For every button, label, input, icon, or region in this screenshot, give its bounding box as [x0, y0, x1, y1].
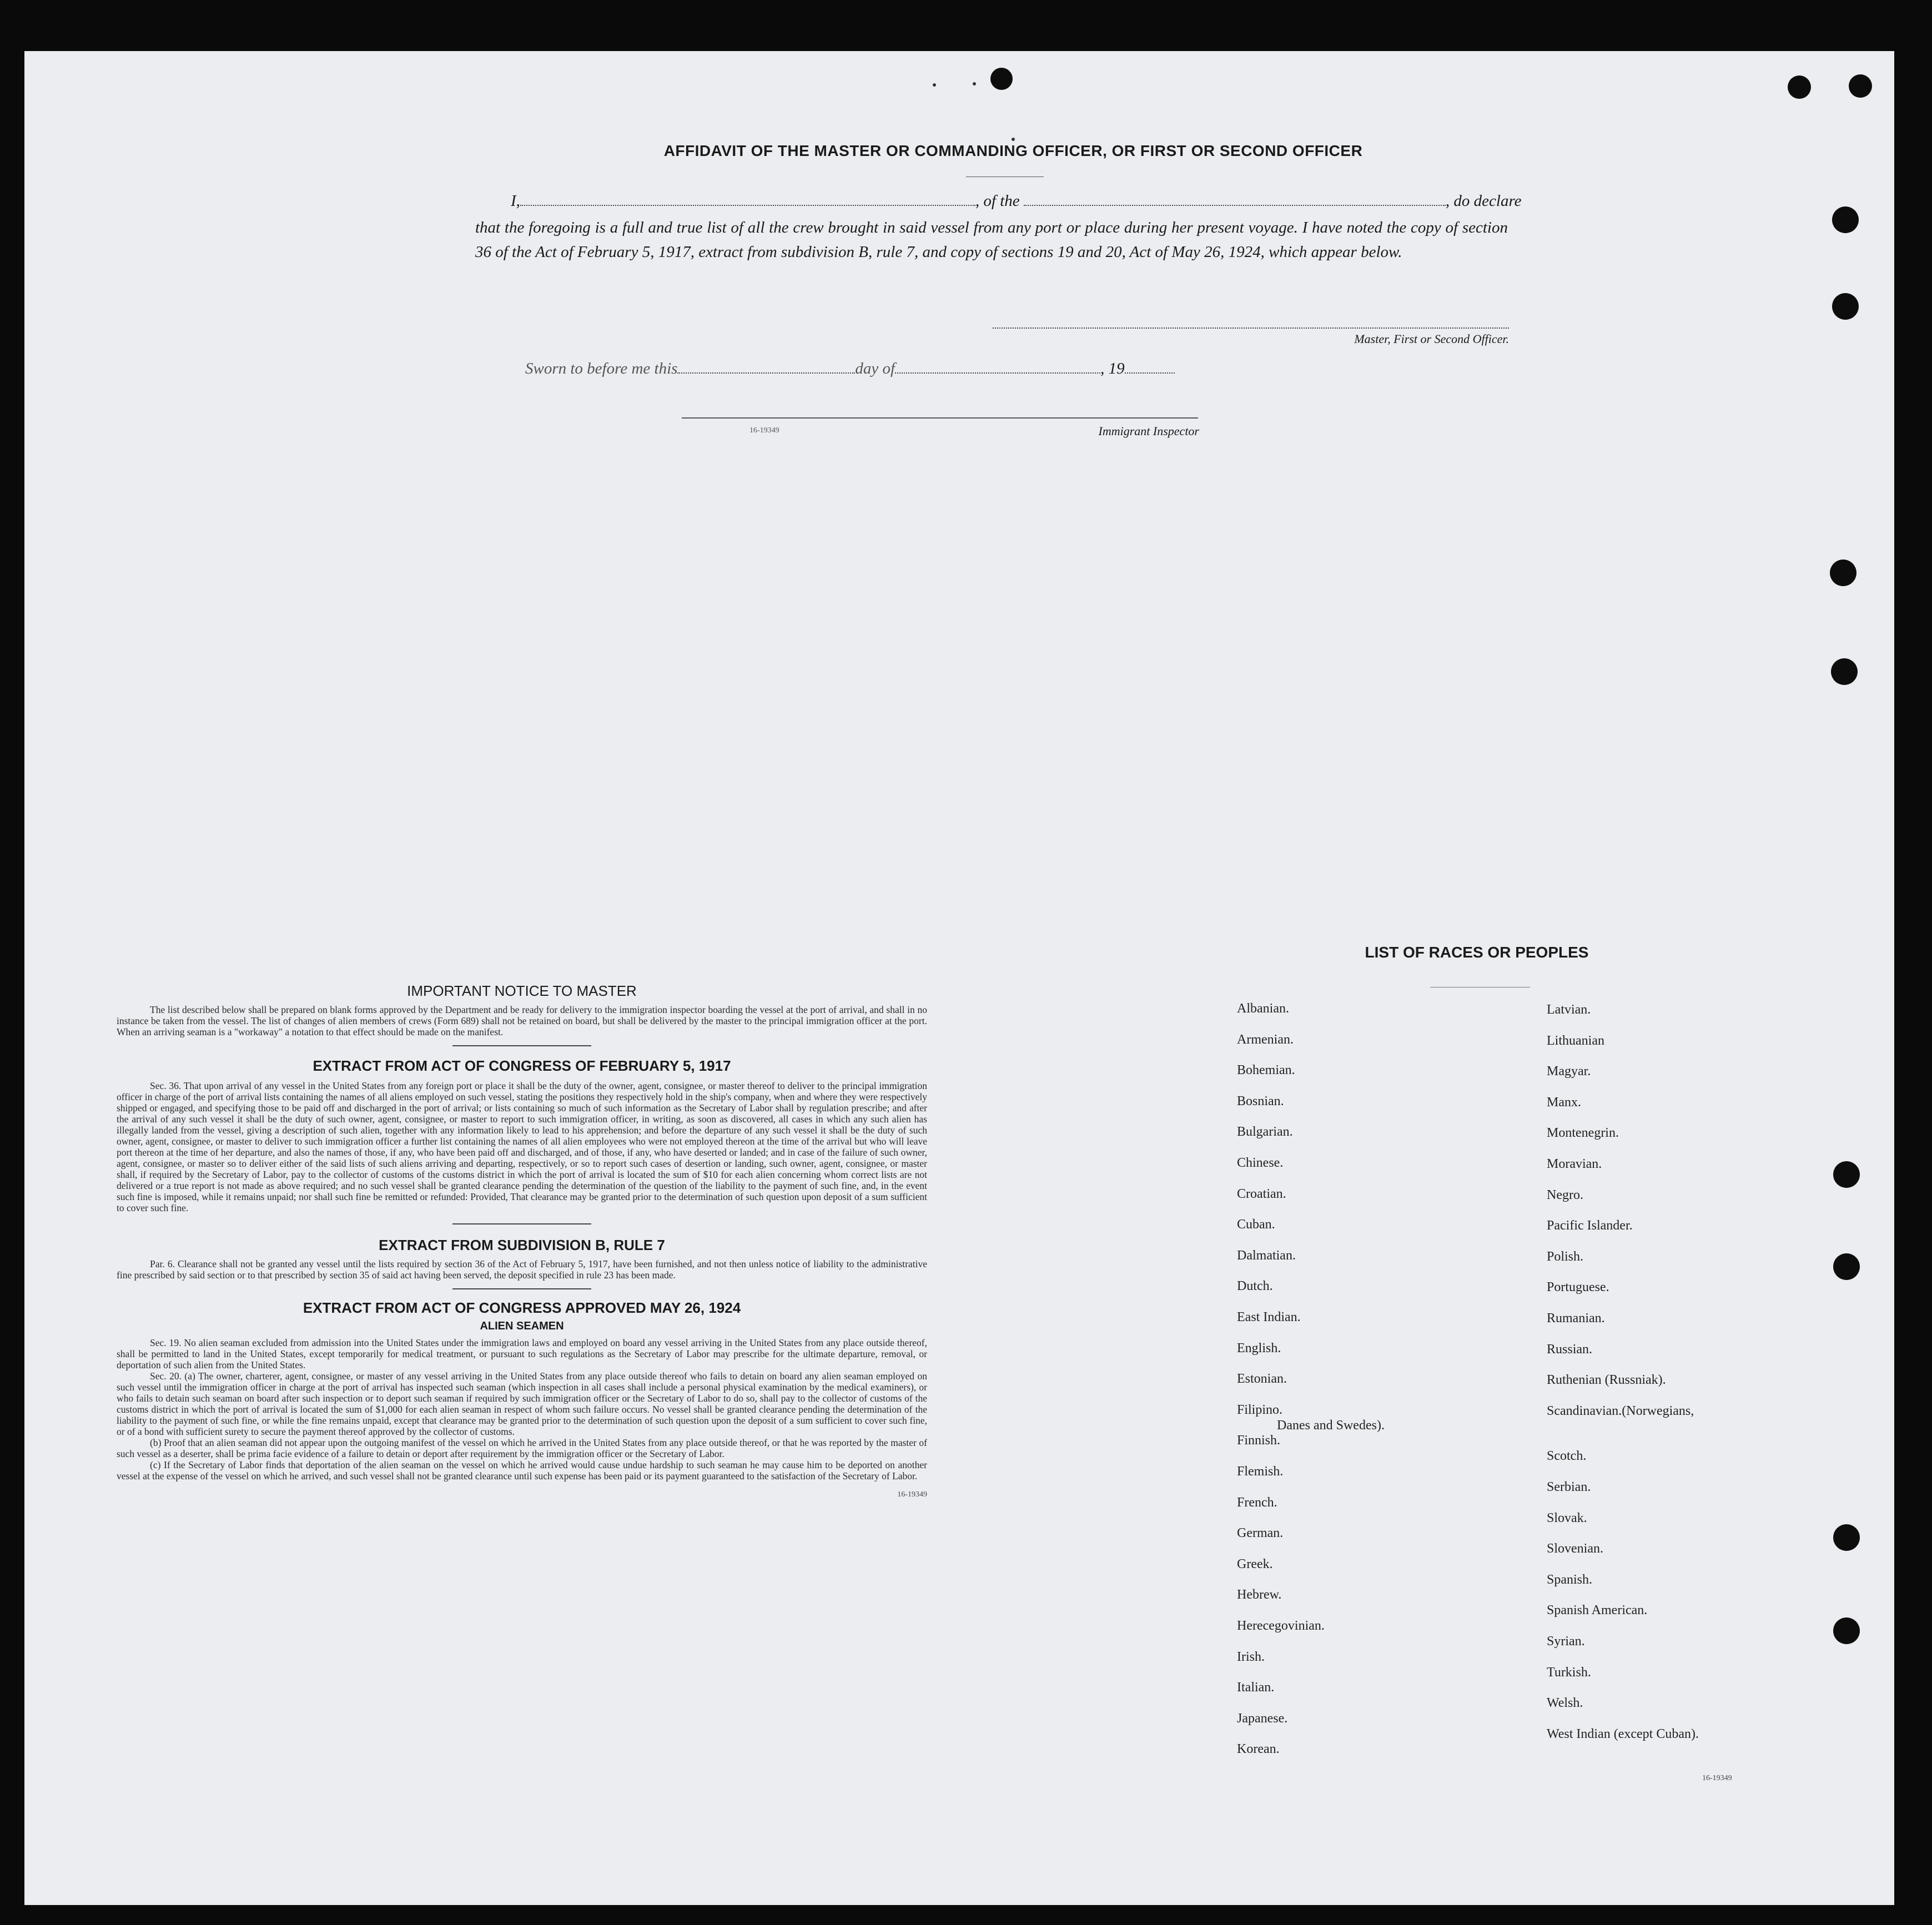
race-item: Lithuanian — [1547, 1033, 1604, 1048]
punch-hole — [1788, 75, 1811, 99]
sworn-date-field[interactable] — [677, 360, 855, 374]
race-item: Bohemian. — [1237, 1063, 1295, 1078]
sworn-day-of: day of — [855, 360, 895, 377]
affidavit-title: AFFIDAVIT OF THE MASTER OR COMMANDING OFFICER, OR FIRST OR SECOND OFFICER — [663, 142, 1363, 159]
race-item: Dalmatian. — [1237, 1248, 1296, 1263]
race-item: French. — [1237, 1495, 1277, 1510]
notice-text: The list described below shall be prepared on blank forms approved by the Department and be ready for delivery to the immigration inspector boarding the vessel at the port of arrival, and shall in no instance be taken from the vessel. The list of changes of alien members of crews (Form 689) shall not be retained on board, but shall be delivered by the master to the principal immigration officer at the port. When an arriving seaman is a "workaway" a notation to that effect should be made on the manifest. — [117, 1004, 927, 1037]
race-item: Herecegovinian. — [1237, 1619, 1325, 1633]
race-item: East Indian. — [1237, 1310, 1301, 1324]
inspector-signature-line[interactable] — [682, 417, 1198, 419]
extract-1924-sec20c: (c) If the Secretary of Labor finds that deportation of the alien seaman on the vessel on which he arrived would cause undue hardship to such seaman he may cause him to be deported on another vessel at the expense of the vessel on which he arrived, and such vessel shall not be granted clearance until such expense has been paid or its payment guaranteed to the satisfaction of the Secretary of Labor. — [117, 1459, 927, 1481]
race-item: Dutch. — [1237, 1279, 1273, 1294]
race-item: Welsh. — [1547, 1696, 1583, 1711]
divider — [452, 1223, 591, 1224]
document-page — [24, 51, 1894, 1905]
race-item: Latvian. — [1547, 1002, 1591, 1017]
race-item: Bulgarian. — [1237, 1125, 1293, 1140]
speck — [933, 83, 936, 87]
race-item: Slovenian. — [1547, 1541, 1603, 1556]
race-item: Danes and Swedes). — [1277, 1418, 1385, 1433]
punch-hole — [1832, 293, 1859, 320]
sworn-prefix: Sworn to before me this — [525, 360, 678, 377]
punch-hole — [1833, 1253, 1860, 1280]
sworn-year: , 19 — [1100, 360, 1125, 377]
race-item: Rumanian. — [1547, 1311, 1605, 1326]
race-item: Magyar. — [1547, 1064, 1591, 1079]
races-title: LIST OF RACES OR PEOPLES — [1365, 944, 1589, 961]
race-item: Greek. — [1237, 1556, 1273, 1571]
race-item: German. — [1237, 1526, 1284, 1541]
declaration-paragraph: that the foregoing is a full and true list of all the crew brought in said vessel from any port or place during her present voyage. I have noted the copy of section 36 of the Act of February 5, 1917, extract from subdivision B, rule 7, and copy of sections 19 and 20, Act of May 26, 1924, which appear below. — [475, 219, 1508, 261]
race-item: Polish. — [1547, 1249, 1584, 1264]
race-item: Pacific Islander. — [1547, 1218, 1633, 1233]
race-item: Estonian. — [1237, 1372, 1287, 1387]
punch-hole — [990, 68, 1013, 90]
form-number: 16-19349 — [897, 1490, 927, 1499]
race-item: Montenegrin. — [1547, 1126, 1619, 1141]
sworn-year-field[interactable] — [1125, 360, 1175, 374]
master-signature-line[interactable] — [993, 327, 1509, 330]
race-item: Russian. — [1547, 1342, 1593, 1357]
race-item: Italian. — [1237, 1680, 1275, 1695]
race-item: Bosnian. — [1237, 1093, 1284, 1108]
form-number: 16-19349 — [749, 426, 779, 435]
race-item: Serbian. — [1547, 1480, 1591, 1494]
punch-hole — [1833, 1524, 1860, 1551]
race-item: Ruthenian (Russniak). — [1547, 1373, 1666, 1388]
divider — [452, 1288, 591, 1289]
punch-hole — [1832, 206, 1859, 233]
race-item: Filipino. — [1237, 1402, 1283, 1417]
punch-hole — [1831, 658, 1858, 685]
extract-1924-sec19: Sec. 19. No alien seaman excluded from admission into the United States under the immigration laws and employed on board any vessel arriving in the United States from any place outside thereof, shall be permitted to land in the United States, except temporarily for medical treatment, or pursuant to such regulations as the Secretary of Labor may prescribe for the ultimate departure, removal, or deportation of such alien from the United States. — [117, 1337, 927, 1370]
name-field[interactable] — [520, 193, 975, 206]
race-item: Moravian. — [1547, 1157, 1602, 1171]
declaration-line — [511, 192, 1522, 210]
race-item: Korean. — [1237, 1742, 1280, 1757]
race-item: Negro. — [1547, 1187, 1583, 1202]
punch-hole — [1833, 1617, 1860, 1644]
extract-1917-title: EXTRACT FROM ACT OF CONGRESS OF FEBRUARY 5, 1917 — [313, 1057, 731, 1074]
divider — [452, 1045, 591, 1046]
punch-hole — [1849, 74, 1872, 98]
race-item: Spanish American. — [1547, 1603, 1648, 1618]
race-item: Scotch. — [1547, 1449, 1587, 1464]
race-item: Spanish. — [1547, 1572, 1593, 1587]
race-item: Portuguese. — [1547, 1280, 1609, 1295]
speck — [1012, 138, 1015, 141]
vessel-field[interactable] — [1024, 193, 1446, 206]
extract-1924-subtitle: ALIEN SEAMEN — [480, 1320, 564, 1332]
sworn-month-field[interactable] — [895, 360, 1100, 374]
race-item: Slovak. — [1547, 1510, 1587, 1525]
master-label: Master, First or Second Officer. — [1354, 332, 1509, 346]
extract-1917-text: Sec. 36. That upon arrival of any vessel in the United States from any foreign port or place it shall be the duty of the owner, agent, consignee, or master thereof to deliver to the principal immigration officer in charge of the port of arrival lists containing the names of all aliens employed on such vessel, stating the positions they respectively hold in the ship's company, when and where they were respectively shipped or engaged, and specifying those to be paid off and discharged in the port of arrival; or lists containing so much of such information as the Secretary of Labor shall by regulation prescribe; and after the arrival of any such vessel it shall be the duty of such owner, agent, consignee, or master to report to such immigration officer, in writing, as soon as discovered, all cases in which any such alien has illegally landed from the vessel, giving a description of such alien, together with any information likely to lead to his apprehension; and before the departure of any such vessel it shall be the duty of such owner, agent, consignee, or master to deliver to such immigration officer a further list containing the names of all alien employees who were not employed thereon at the time of the arrival but who will leave port thereon at the time of her departure, and also the names of those, if any, who have been paid off and discharged, and of those, if any, who have deserted or landed; and in case of the failure of such owner, agent, consignee, or master so to deliver either of the said lists of such aliens arriving and departing, respectively, or so to report such cases of desertion or landing, such owner, agent, consignee, or master shall, if required by the Secretary of Labor, pay to the collector of customs of the customs district in which the port of arrival is located the sum of $10 for each alien concerning whom correct lists are not delivered or a true report is not made as above required; and no such vessel shall be granted clearance pending the determination of the question of the liability to the payment of such fine, and, in the event such fine is imposed, while it remains unpaid; nor shall such fine be remitted or refunded: Provided, That clearance may be granted prior to the determination of such question upon deposit of a sum sufficient to cover such fine. — [117, 1080, 927, 1213]
race-item: English. — [1237, 1341, 1281, 1355]
notice-title: IMPORTANT NOTICE TO MASTER — [407, 982, 637, 999]
race-item: Flemish. — [1237, 1464, 1284, 1479]
inspector-label: Immigrant Inspector — [1098, 424, 1199, 438]
extract-rule7-text: Par. 6. Clearance shall not be granted any vessel until the lists required by section 36 of the Act of February 5, 1917, have been furnished, and not then unless notice of liability to the administrative fine prescribed by said section or to that prescribed by section 35 of said act having been served, the deposit specified in rule 23 has been made. — [117, 1258, 927, 1281]
extract-1924-title: EXTRACT FROM ACT OF CONGRESS APPROVED MAY 26, 1924 — [303, 1299, 741, 1316]
race-item: Scandinavian.(Norwegians, — [1547, 1403, 1694, 1418]
race-item: Japanese. — [1237, 1711, 1288, 1726]
race-item: Albanian. — [1237, 1001, 1289, 1016]
extract-rule7-title: EXTRACT FROM SUBDIVISION B, RULE 7 — [379, 1237, 665, 1253]
left-column — [117, 982, 927, 1499]
speck — [973, 82, 976, 85]
race-item: Chinese. — [1237, 1156, 1284, 1170]
race-item: Syrian. — [1547, 1634, 1585, 1649]
race-item: Croatian. — [1237, 1186, 1286, 1201]
race-item: Irish. — [1237, 1649, 1265, 1664]
declaration-i: I, — [511, 192, 520, 210]
race-item: Turkish. — [1547, 1665, 1591, 1680]
race-item: Finnish. — [1237, 1433, 1281, 1448]
race-item: Cuban. — [1237, 1217, 1275, 1232]
punch-hole — [1833, 1161, 1860, 1188]
race-item: Armenian. — [1237, 1032, 1294, 1047]
race-item: Hebrew. — [1237, 1588, 1282, 1603]
declaration-of-the: , of the — [975, 192, 1020, 210]
extract-1924-sec20b: (b) Proof that an alien seaman did not appear upon the outgoing manifest of the vessel on which he arrived in the United States from any place outside thereof, or that he was reported by the master of such vessel as a deserter, shall be prima facie evidence of a failure to detain or deport after requirement by the immigration officer or the Secretary of Labor. — [117, 1437, 927, 1459]
declaration-do-declare: , do declare — [1445, 192, 1522, 210]
race-item: Manx. — [1547, 1095, 1581, 1110]
punch-hole — [1830, 560, 1856, 586]
sworn-line — [525, 360, 1175, 378]
extract-1924-sec20a: Sec. 20. (a) The owner, charterer, agent, consignee, or master of any vessel arriving in the United States from any place outside thereof who fails to detain on board any alien seaman employed on such vessel until the immigration officer in charge at the port of arrival has inspected such seaman (which inspection in all cases shall include a personal physical examination by the medical examiners), or who fails to detain such seaman on board after such inspection or to deport such seaman if required by such immigration officer or the Secretary of Labor to do so, shall pay to the collector of customs of the customs district in which the port of arrival is located the sum of $1,000 for each alien seaman in respect of whom such failure occurs. No vessel shall be granted clearance pending the determination of the liability to the payment of such fine, or while the fine remains unpaid, except that clearance may be granted prior to the determination of such question upon the deposit of a sum sufficient to cover such fine, or of a bond with sufficient surety to secure the payment thereof approved by the collector of customs. — [117, 1370, 927, 1437]
form-number: 16-19349 — [1702, 1774, 1732, 1782]
race-item: West Indian (except Cuban). — [1547, 1726, 1699, 1741]
